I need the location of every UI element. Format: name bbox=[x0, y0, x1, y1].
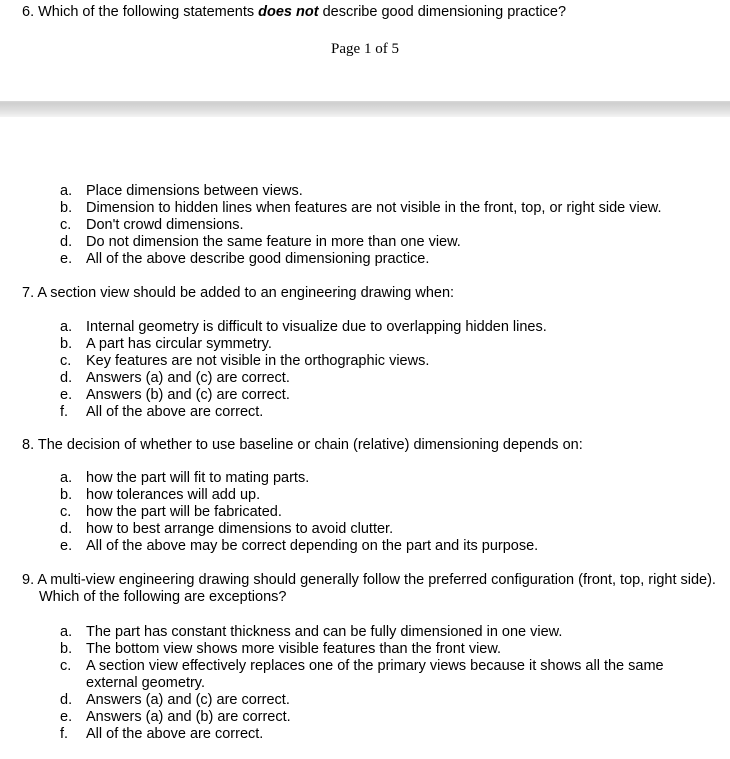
question-8-option-b bbox=[60, 487, 686, 504]
option-text: how the part will be fabricated. bbox=[86, 504, 282, 520]
question-7-option-a bbox=[60, 319, 686, 336]
question-6-title bbox=[22, 4, 566, 21]
option-letter: d. bbox=[60, 234, 73, 250]
option-text: Don't crowd dimensions. bbox=[86, 217, 244, 233]
option-text: All of the above are correct. bbox=[86, 404, 264, 420]
option-letter: d. bbox=[60, 692, 73, 708]
question-6-option-c bbox=[60, 217, 686, 234]
question-9-option-e bbox=[60, 709, 686, 726]
option-text: how tolerances will add up. bbox=[86, 487, 261, 503]
option-letter: e. bbox=[60, 251, 73, 267]
option-text: A part has circular symmetry. bbox=[86, 336, 272, 352]
question-9-option-a bbox=[60, 624, 686, 641]
option-text: Internal geometry is difficult to visualize due to overlapping hidden lines. bbox=[86, 319, 547, 335]
option-letter: a. bbox=[60, 624, 73, 640]
page-break-divider bbox=[0, 101, 730, 117]
question-9-option-f bbox=[60, 726, 686, 743]
option-letter: c. bbox=[60, 658, 72, 674]
option-text: Answers (a) and (c) are correct. bbox=[86, 370, 290, 386]
question-7-option-c bbox=[60, 353, 686, 370]
question-6-title-post: describe good dimensioning practice? bbox=[318, 4, 567, 20]
question-6-option-a bbox=[60, 183, 686, 200]
option-text: Answers (b) and (c) are correct. bbox=[86, 387, 290, 403]
option-letter: f. bbox=[60, 726, 69, 742]
page-number: Page 1 of 5 bbox=[331, 41, 399, 57]
option-text: Answers (a) and (b) are correct. bbox=[86, 709, 291, 725]
option-letter: b. bbox=[60, 487, 73, 503]
question-6-options bbox=[60, 183, 686, 268]
option-text: Dimension to hidden lines when features are not visible in the front, top, or right side view. bbox=[86, 200, 662, 216]
question-7-options bbox=[60, 319, 686, 421]
question-6-option-b bbox=[60, 200, 686, 217]
option-letter: e. bbox=[60, 387, 73, 403]
question-7-option-b bbox=[60, 336, 686, 353]
question-9-options bbox=[60, 624, 686, 743]
option-text: Place dimensions between views. bbox=[86, 183, 303, 199]
option-letter: b. bbox=[60, 336, 73, 352]
option-letter: b. bbox=[60, 641, 73, 657]
option-text: how the part will fit to mating parts. bbox=[86, 470, 310, 486]
option-text: Answers (a) and (c) are correct. bbox=[86, 692, 290, 708]
question-8-option-c bbox=[60, 504, 686, 521]
question-6-option-d bbox=[60, 234, 686, 251]
question-9-option-c bbox=[60, 658, 686, 692]
option-text: All of the above may be correct depending on the part and its purpose. bbox=[86, 538, 539, 554]
question-9-option-b bbox=[60, 641, 686, 658]
question-8-option-a bbox=[60, 470, 686, 487]
question-7-option-d bbox=[60, 370, 686, 387]
option-letter: d. bbox=[60, 521, 73, 537]
option-text: Key features are not visible in the orthographic views. bbox=[86, 353, 430, 369]
option-text: All of the above are correct. bbox=[86, 726, 264, 742]
option-text: how to best arrange dimensions to avoid clutter. bbox=[86, 521, 394, 537]
option-letter: a. bbox=[60, 470, 73, 486]
question-6-title-emphasis: does not bbox=[258, 4, 319, 20]
option-letter: a. bbox=[60, 319, 73, 335]
option-letter: d. bbox=[60, 370, 73, 386]
question-9-title: 9. A multi-view engineering drawing should generally follow the preferred configuration (front, top, right side). Which of the following are exceptions? bbox=[22, 572, 716, 605]
option-letter: e. bbox=[60, 538, 73, 554]
option-letter: b. bbox=[60, 200, 73, 216]
question-6-title-pre: 6. Which of the following statements bbox=[22, 4, 259, 20]
question-8-option-e bbox=[60, 538, 686, 555]
option-letter: f. bbox=[60, 404, 69, 420]
option-letter: a. bbox=[60, 183, 73, 199]
question-9-option-d bbox=[60, 692, 686, 709]
option-letter: e. bbox=[60, 709, 73, 725]
question-7-option-e bbox=[60, 387, 686, 404]
question-7-option-f bbox=[60, 404, 686, 421]
question-8-option-d bbox=[60, 521, 686, 538]
option-text: The part has constant thickness and can be fully dimensioned in one view. bbox=[86, 624, 563, 640]
question-8-title: 8. The decision of whether to use baseline or chain (relative) dimensioning depends on: bbox=[22, 437, 583, 453]
option-letter: c. bbox=[60, 353, 72, 369]
question-8-options bbox=[60, 470, 686, 555]
option-text: Do not dimension the same feature in more than one view. bbox=[86, 234, 461, 250]
option-text: The bottom view shows more visible features than the front view. bbox=[86, 641, 502, 657]
option-letter: c. bbox=[60, 504, 72, 520]
option-text: A section view effectively replaces one of the primary views because it shows all the same external geometry. bbox=[86, 658, 664, 691]
option-text: All of the above describe good dimensioning practice. bbox=[86, 251, 430, 267]
question-6-option-e bbox=[60, 251, 686, 268]
question-7-title: 7. A section view should be added to an engineering drawing when: bbox=[22, 285, 455, 301]
option-letter: c. bbox=[60, 217, 72, 233]
